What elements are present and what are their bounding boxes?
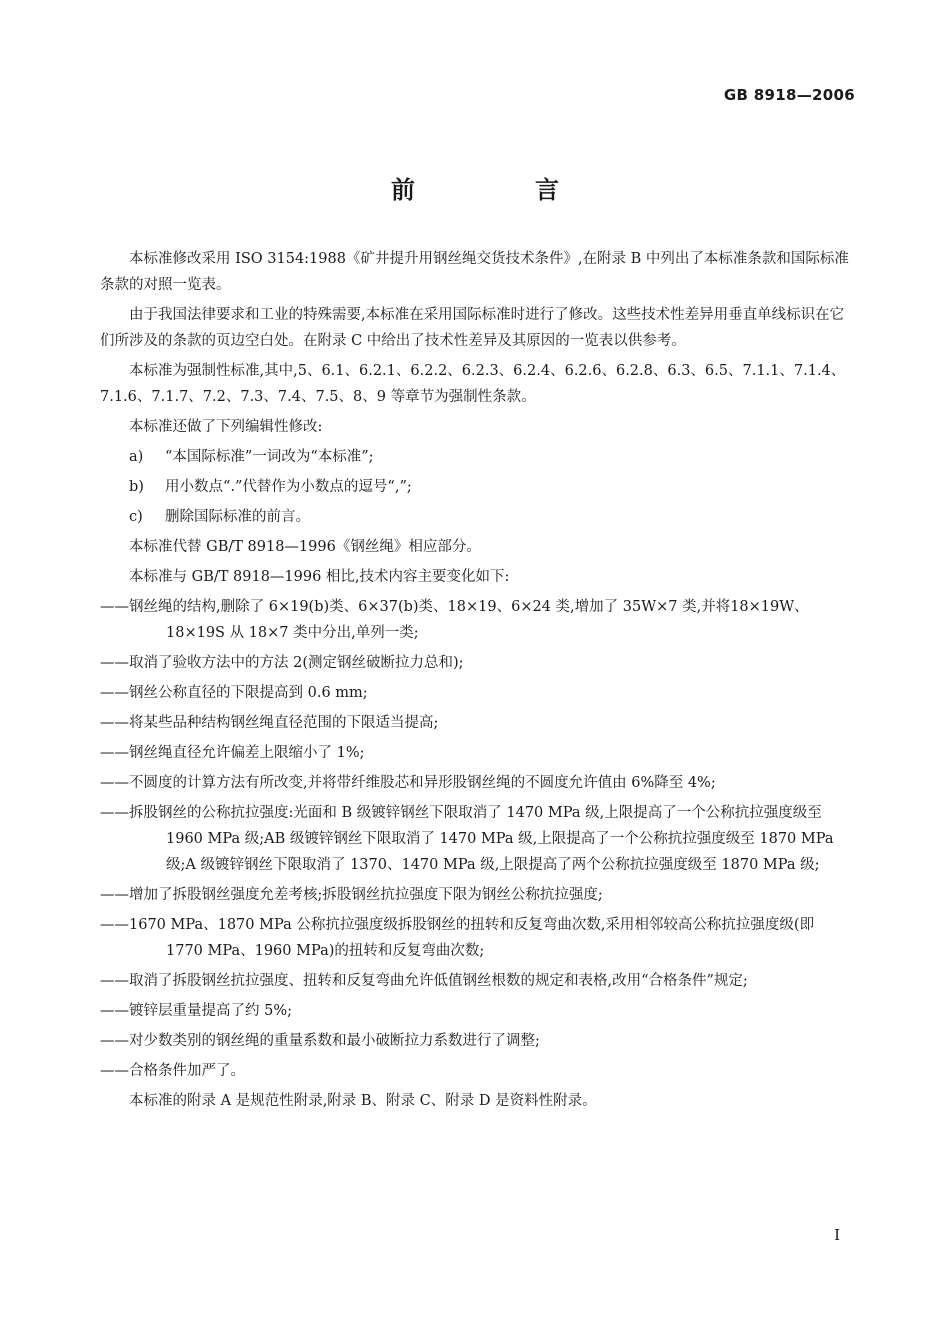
paragraph-modification: 由于我国法律要求和工业的特殊需要,本标准在采用国际标准时进行了修改。这些技术性差异用垂直单线标识在它们所涉及的条款的页边空白处。在附录 C 中给出了技术性差异及其原因的一览表以供参考。: [100, 307, 845, 349]
paragraph-mandatory: 本标准为强制性标准,其中,5、6.1、6.2.1、6.2.2、6.2.3、6.2.4、6.2.6、6.2.8、6.3、6.5、7.1.1、7.1.4、7.1.6、7.1.7、7.2、7.3、7.4、7.5、8、9 等章节为强制性条款。: [100, 363, 846, 405]
change-item: ——钢丝公称直径的下限提高到 0.6 mm;: [100, 685, 368, 701]
paragraph-editorial-intro: 本标准还做了下列编辑性修改:: [129, 419, 323, 435]
document-body: [100, 246, 852, 1118]
change-item: ——拆股钢丝的公称抗拉强度:光面和 B 级镀锌钢丝下限取消了 1470 MPa 级,上限提高了一个公称抗拉强度级至 1960 MPa 级;AB 级镀锌钢丝下限取消了 1470 MPa 级,上限提高了一个公称抗拉强度级至 1870 MPa 级;A 级镀锌钢丝下限取消了 1370、1470 MPa 级,上限提高了两个公称抗拉强度级至 1870 MPa 级;: [100, 805, 834, 873]
change-item: ——取消了验收方法中的方法 2(测定钢丝破断拉力总和);: [100, 655, 464, 671]
change-item: ——合格条件加严了。: [100, 1063, 245, 1079]
change-item: ——增加了拆股钢丝强度允差考核;拆股钢丝抗拉强度下限为钢丝公称抗拉强度;: [100, 887, 603, 903]
list-text: 删除国际标准的前言。: [165, 509, 310, 525]
list-marker: c): [129, 509, 143, 525]
change-item: ——不圆度的计算方法有所改变,并将带纤维股芯和异形股钢丝绳的不圆度允许值由 6%降至 4%;: [100, 775, 716, 791]
change-item: ——对少数类别的钢丝绳的重量系数和最小破断拉力系数进行了调整;: [100, 1033, 540, 1049]
change-item: ——将某些品种结构钢丝绳直径范围的下限适当提高;: [100, 715, 439, 731]
paragraph-replaces: 本标准代替 GB/T 8918—1996《钢丝绳》相应部分。: [129, 539, 481, 555]
change-item: ——镀锌层重量提高了约 5%;: [100, 1003, 292, 1019]
list-item: [100, 504, 852, 530]
change-item: ——取消了拆股钢丝抗拉强度、扭转和反复弯曲允许低值钢丝根数的规定和表格,改用“合格条件”规定;: [100, 973, 748, 989]
page-number: I: [834, 1226, 840, 1244]
list-marker: a): [129, 449, 144, 465]
list-text: “本国际标准”一词改为“本标准”;: [165, 449, 374, 465]
list-item: [100, 474, 852, 500]
paragraph-changes-intro: 本标准与 GB/T 8918—1996 相比,技术内容主要变化如下:: [129, 569, 510, 585]
list-marker: b): [129, 479, 144, 495]
list-item: [100, 444, 852, 470]
page-title: 前 言: [391, 176, 607, 204]
paragraph-adoption: 本标准修改采用 ISO 3154:1988《矿井提升用钢丝绳交货技术条件》,在附录 B 中列出了本标准条款和国际标准条款的对照一览表。: [100, 251, 849, 293]
paragraph-annexes: 本标准的附录 A 是规范性附录,附录 B、附录 C、附录 D 是资料性附录。: [129, 1093, 597, 1109]
list-text: 用小数点“.”代替作为小数点的逗号“,”;: [165, 479, 412, 495]
document-code: GB 8918—2006: [723, 86, 855, 104]
change-item: ——钢丝绳直径允许偏差上限缩小了 1%;: [100, 745, 365, 761]
change-item: ——钢丝绳的结构,删除了 6×19(b)类、6×37(b)类、18×19、6×24 类,增加了 35W×7 类,并将18×19W、18×19S 从 18×7 类中分出,单列一类;: [100, 599, 809, 641]
change-item: ——1670 MPa、1870 MPa 公称抗拉强度级拆股钢丝的扭转和反复弯曲次数,采用相邻较高公称抗拉强度级(即 1770 MPa、1960 MPa)的扭转和反复弯曲次数;: [100, 917, 815, 959]
